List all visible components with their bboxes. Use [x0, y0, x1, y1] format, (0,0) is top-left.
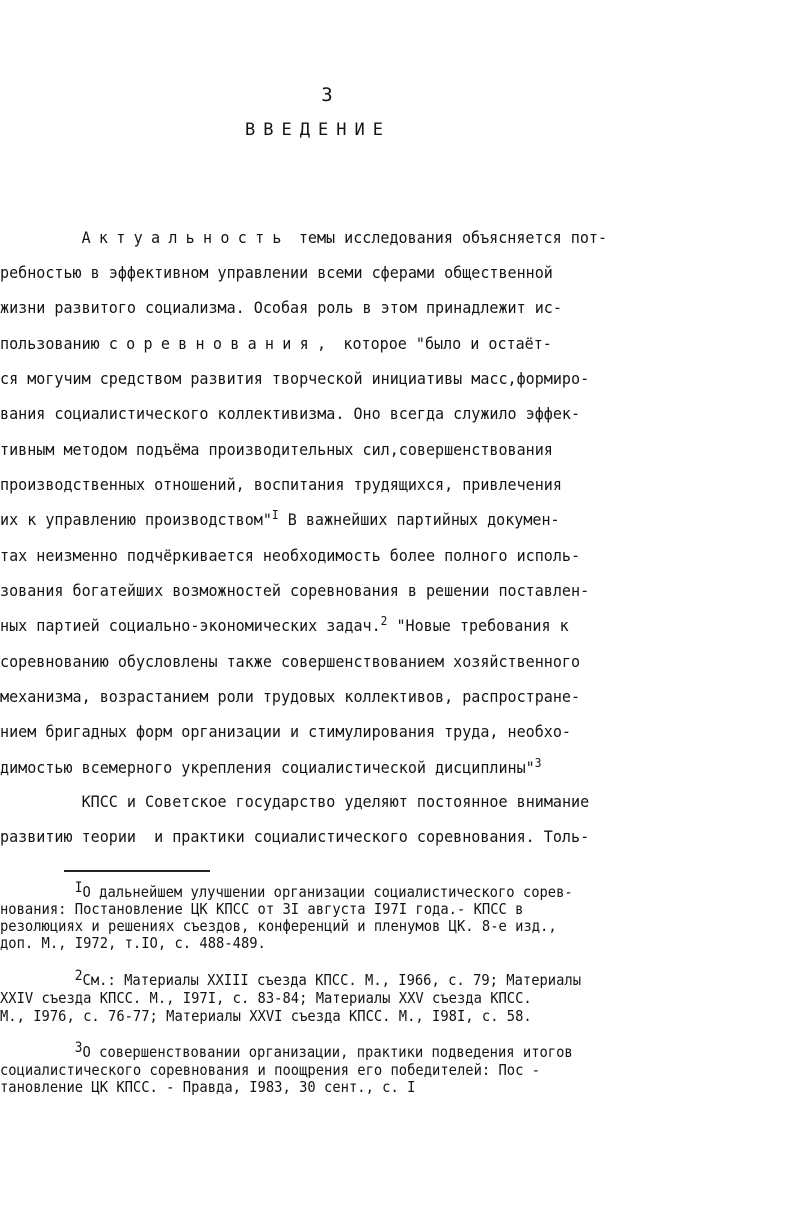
footnote-line: социалистического соревнования и поощрения его победителей: Пос -: [0, 1061, 541, 1079]
text-line: димостью всемерного укрепления социалистической дисциплины"$^3$: [0, 756, 542, 777]
footnote-separator: [64, 870, 210, 872]
footnote-ref: 2: [380, 614, 388, 628]
page-number: 3: [321, 84, 334, 106]
footnote-line: резолюциях и решениях съездов, конференций и пленумов ЦК. 8-е изд.,: [0, 917, 557, 935]
text-line: ребностью в эффективном управлении всеми сферами общественной: [0, 263, 553, 282]
footnote-ref: I: [271, 508, 279, 522]
footnote-ref: 3: [534, 756, 542, 770]
page-title: ВВЕДЕНИЕ: [245, 120, 391, 140]
text-line: нием бригадных форм организации и стимулирования труда, необхо-: [0, 722, 572, 741]
text-line: тивным методом подъёма производительных сил,совершенствования: [0, 440, 553, 459]
text-line: ных партией социально-экономических задач.$^2$ "Новые требования к: [0, 614, 569, 635]
emphasized-word: соревнования,: [108, 334, 335, 353]
emphasized-word: Актуальность: [81, 228, 290, 247]
footnote-line: 3О совершенствовании организации, практики подведения итогов: [74, 1040, 573, 1061]
text-line: механизма, возрастанием роли трудовых коллективов, распростране-: [0, 687, 581, 706]
text-line: тах неизменно подчёркивается необходимость более полного исполь-: [0, 546, 581, 565]
footnote-line: XXIV съезда КПСС. М., I97I, с. 83-84; Материалы XXV съезда КПСС.: [0, 989, 532, 1007]
text-line: КПСС и Советское государство уделяют постоянное внимание: [81, 792, 590, 811]
text-line: Актуальность темы исследования объясняется пот-: [81, 228, 608, 247]
footnote-line: доп. М., I972, т.IO, с. 488-489.: [0, 934, 266, 952]
footnote-mark: I: [74, 880, 83, 896]
footnote-mark: 3: [74, 1040, 83, 1056]
text-line: ся могучим средством развития творческой инициативы масс,формиро-: [0, 369, 590, 388]
footnote-mark: 2: [74, 968, 83, 984]
text-line: пользованию соревнования, которое "было и остаёт-: [0, 334, 552, 353]
text-line: вания социалистического коллективизма. Оно всегда служило эффек-: [0, 404, 581, 423]
text-line: развитию теории и практики социалистического соревнования. Толь-: [0, 827, 590, 846]
footnote-line: 2См.: Материалы XXIII съезда КПСС. М., I966, с. 79; Материалы: [74, 968, 582, 989]
text-line: их к управлению производством"$^I$ В важнейших партийных докумен-: [0, 508, 560, 529]
text-line: соревнованию обусловлены также совершенствованием хозяйственного: [0, 652, 581, 671]
text-line: жизни развитого социализма. Особая роль в этом принадлежит ис-: [0, 298, 562, 317]
footnote-line: тановление ЦК КПСС. - Правда, I983, 30 сент., с. I: [0, 1078, 416, 1096]
text-line: зования богатейших возможностей соревнования в решении поставлен-: [0, 581, 590, 600]
footnote-line: М., I976, с. 76-77; Материалы XXVI съезда КПСС. М., I98I, с. 58.: [0, 1007, 532, 1025]
footnote-line: IО дальнейшем улучшении организации социалистического сорев-: [74, 880, 573, 901]
text-line: производственных отношений, воспитания трудящихся, привлечения: [0, 475, 562, 494]
footnote-line: нования: Постановление ЦК КПСС от 3I августа I97I года.- КПСС в: [0, 900, 524, 918]
